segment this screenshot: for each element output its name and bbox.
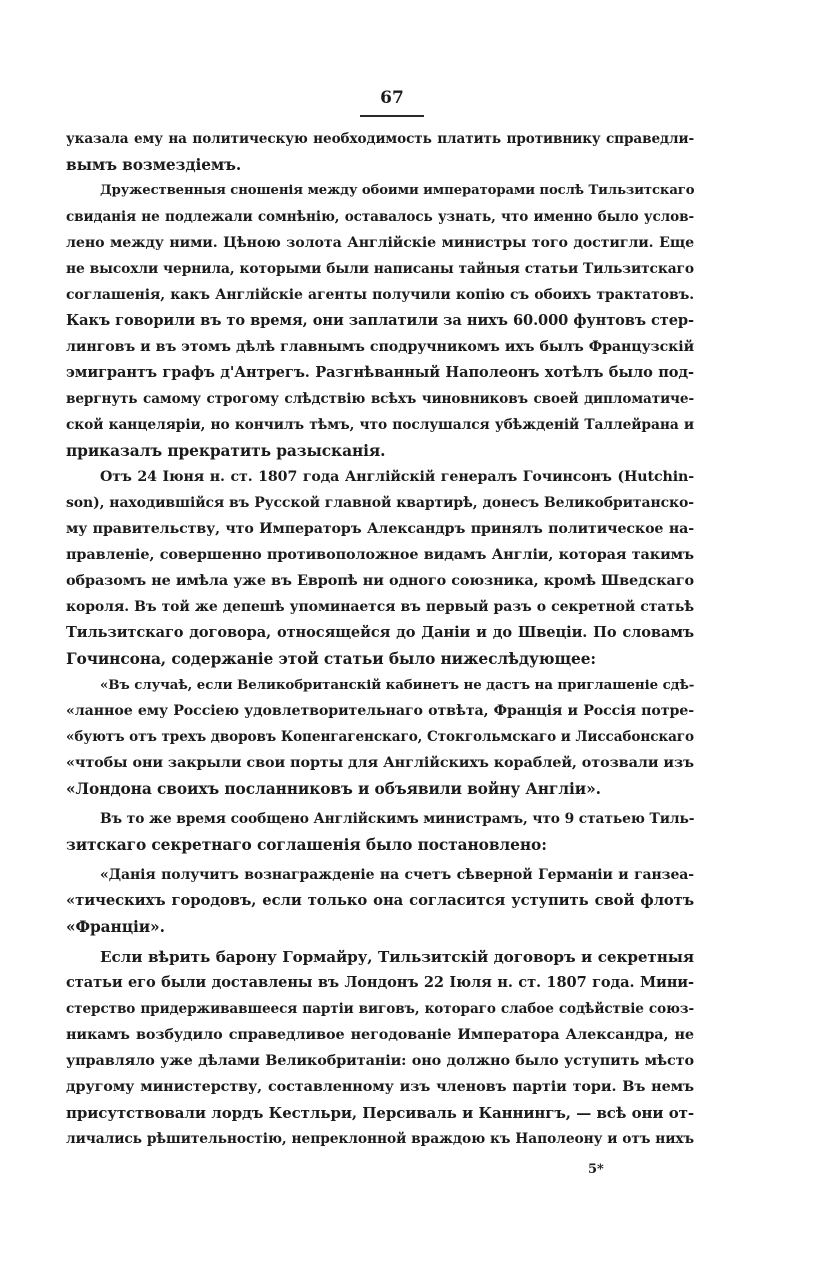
page-number: 67 [380,88,404,108]
text-line: не высохли чернила, которыми были написаны тайныя статьи Тильзитскаго [66,261,694,277]
signature-mark: 5* [588,1162,604,1177]
text-line: Дружественныя сношенія между обоими императорами послѣ Тильзитскаго [100,183,695,198]
text-line: зитскаго секретнаго соглашенія было постановлено: [66,836,547,854]
text-line: указала ему на политическую необходимость платить противнику справедли- [66,131,694,147]
text-line: управляло уже дѣлами Великобританіи: оно должно было уступить мѣсто [66,1052,694,1069]
quote-line: «буютъ отъ трехъ дворовъ Копенгагенскаго, Стокгольмскаго и Лиссабонскаго [66,729,694,745]
text-line: свиданія не подлежали сомнѣнію, оставалось узнать, что именно было услов- [66,209,694,225]
header-rule [360,115,424,117]
quote-line: «чтобы они закрыли свои порты для Англійскихъ кораблей, отозвали изъ [66,754,694,771]
text-line: лено между ними. Цѣною золота Англійскіе министры того достигли. Еще [66,235,694,251]
text-line: линговъ и въ этомъ дѣлѣ главнымъ сподручникомъ ихъ былъ Французскій [66,339,694,355]
text-line: Гочинсона, содержаніе этой статьи было нижеслѣдующее: [66,650,596,668]
quote-line: «тическихъ городовъ, если только она согласится уступить свой флотъ [66,892,694,909]
text-line: му правительству, что Императоръ Александръ принялъ политическое на- [66,521,694,537]
text-line: короля. Въ той же депешѣ упоминается въ первый разъ о секретной статьѣ [66,599,694,615]
text-line: другому министерству, составленному изъ членовъ партіи тори. Въ немъ [66,1078,694,1095]
text-line: Если вѣрить барону Гормайру, Тильзитскій договоръ и секретныя [100,948,694,966]
text-line: статьи его были доставлены въ Лондонъ 22 Іюля н. ст. 1807 года. Мини- [66,974,694,991]
text-line: образомъ не имѣла уже въ Европѣ ни одного союзника, кромѣ Шведскаго [66,572,694,589]
quote-line: «Данія получитъ вознагражденіе на счетъ сѣверной Германіи и ганзеа- [100,867,694,883]
text-line: стерство придерживавшееся партіи виговъ, котораго слабое содѣйствіе союз- [66,1001,694,1017]
quote-line: «Франціи». [66,918,165,936]
text-line: Тильзитскаго договора, относящейся до Даніи и до Швеціи. По словамъ [66,624,694,641]
text-line: ской канцеляріи, но кончилъ тѣмъ, что послушался убѣжденій Таллейрана и [66,417,694,433]
text-line: соглашенія, какъ Англійскіе агенты получили копію съ обоихъ трактатовъ. [66,287,694,303]
text-line: эмигрантъ графъ д'Антрегъ. Разгнѣванный Наполеонъ хотѣлъ было под- [66,364,694,381]
text-line: son), находившійся въ Русской главной квартирѣ, донесъ Великобританско- [66,495,694,511]
quote-line: «Лондона своихъ посланниковъ и объявили войну Англіи». [66,780,601,798]
main-text [66,126,694,1152]
text-line: Отъ 24 Іюня н. ст. 1807 года Англійскій генералъ Гочинсонъ (Hutchin- [100,469,694,485]
quote-line: «Въ случаѣ, если Великобританскій кабинетъ не дастъ на приглашеніе сдѣ- [100,677,695,693]
text-line: Въ то же время сообщено Англійскимъ министрамъ, что 9 статьею Тиль- [100,811,695,827]
text-line: присутствовали лордъ Кестльри, Персиваль и Каннингъ, — всѣ они от- [66,1104,694,1122]
text-line: Какъ говорили въ то время, они заплатили за нихъ 60.000 фунтовъ стер- [66,312,694,329]
text-line: вымъ возмездіемъ. [66,156,242,174]
text-line: правленіе, совершенно противоположное видамъ Англіи, которая такимъ [66,546,694,563]
text-line: вергнуть самому строгому слѣдствію всѣхъ чиновниковъ своей дипломатиче- [66,391,694,407]
quote-line: «ланное ему Россіею удовлетворительнаго отвѣта, Франція и Россія потре- [66,703,694,719]
text-line: приказалъ прекратить разысканія. [66,442,386,460]
text-line: личались рѣшительностію, непреклонной враждою къ Наполеону и отъ нихъ [66,1131,694,1147]
text-line: никамъ возбудило справедливое негодованіе Императора Александра, не [66,1026,694,1043]
